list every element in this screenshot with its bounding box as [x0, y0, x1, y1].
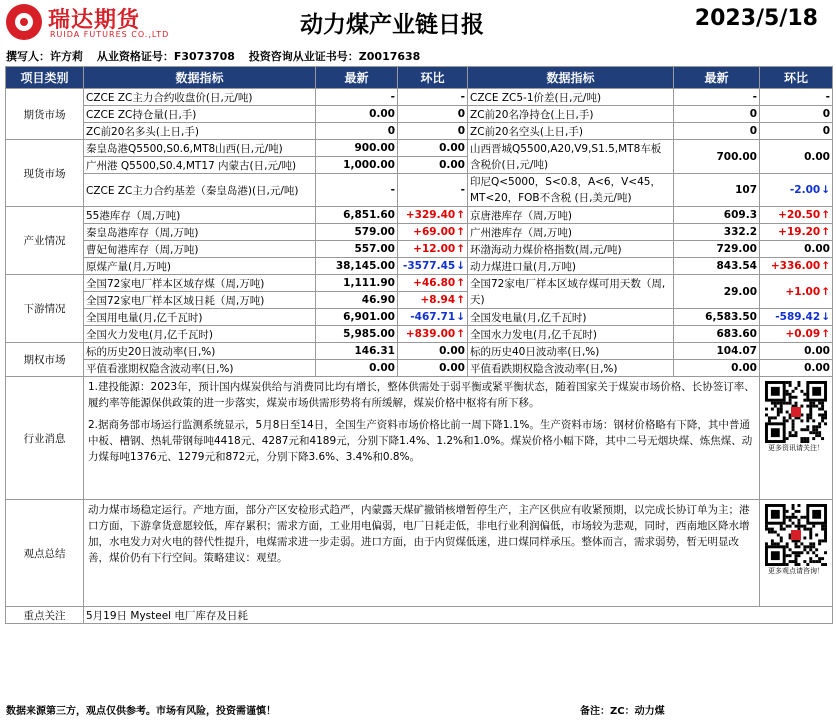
author-line [6, 48, 430, 64]
change-value-cell: +0.09↑ [760, 326, 833, 343]
indicator-cell: ZC前20名空头(上日,手) [468, 123, 674, 140]
qr-caption: 更多资讯请关注！ [768, 444, 824, 452]
latest-value-cell: 1,111.90 [316, 275, 398, 292]
change-value-cell: +839.00↑ [398, 326, 468, 343]
latest-value-cell: 557.00 [316, 241, 398, 258]
latest-value-cell: 579.00 [316, 224, 398, 241]
up-arrow-icon: ↑ [456, 294, 465, 306]
latest-value-cell: 729.00 [674, 241, 760, 258]
report-title: 动力煤产业链日报 [300, 12, 484, 38]
latest-value-cell: 1,000.00 [316, 157, 398, 174]
indicator-cell: 广州港 Q5500,S0.4,MT17 内蒙古(日,元/吨) [84, 157, 316, 174]
indicator-cell: 全国火力发电(月,亿千瓦时) [84, 326, 316, 343]
indicator-cell: CZCE ZC主力合约基差（秦皇岛港)(日,元/吨) [84, 174, 316, 207]
category-cell: 现货市场 [6, 140, 84, 207]
col-indicator-right: 数据指标 [468, 67, 674, 89]
table-row [6, 123, 833, 140]
change-value-cell: 0.00 [760, 343, 833, 360]
change-value-cell: 0.00 [398, 360, 468, 377]
change-value-cell: 0 [760, 123, 833, 140]
indicator-cell: 标的历史40日波动率(日,%) [468, 343, 674, 360]
latest-value-cell: 900.00 [316, 140, 398, 157]
latest-value-cell: 104.07 [674, 343, 760, 360]
latest-value-cell: 107 [674, 174, 760, 207]
indicator-cell: 全国用电量(月,亿千瓦时) [84, 309, 316, 326]
up-arrow-icon: ↑ [821, 285, 830, 298]
latest-value-cell: 5,985.00 [316, 326, 398, 343]
indicator-cell: 全国72家电厂样本区域日耗（周,万吨) [84, 292, 316, 309]
latest-value-cell: 332.2 [674, 224, 760, 241]
latest-value-cell: 700.00 [674, 140, 760, 174]
latest-value-cell: 0 [674, 123, 760, 140]
news-paragraph: 2.据商务部市场运行监测系统显示，5月8日至14日，全国生产资料市场价格比前一周下降1.1%。生产资料市场：钢材价格略有下降，其中普通中板、槽钢、热轧带钢每吨4418元、4287元和4189元，分别下降1.4%、1.2%和1.0%。煤炭价格小幅下降，其中二号无烟块煤、炼焦煤、动力煤每吨1376元、1279元和872元，分别下降3.6%、3.4%和0.8%。 [88, 419, 753, 463]
table-row [6, 241, 833, 258]
indicator-cell: 平值看涨期权隐含波动率(日,%) [84, 360, 316, 377]
indicator-cell: 京唐港库存（周,万吨) [468, 207, 674, 224]
focus-text: 5月19日 Mysteel 电厂库存及日耗 [84, 607, 833, 624]
table-row [6, 140, 833, 157]
down-arrow-icon: ↓ [456, 260, 465, 272]
change-value-cell: 0.00 [760, 140, 833, 174]
category-cell: 行业消息 [6, 377, 84, 500]
latest-value-cell: 843.54 [674, 258, 760, 275]
view-row [6, 500, 833, 607]
company-logo [6, 3, 226, 41]
table-row [6, 207, 833, 224]
qr-code-icon [762, 381, 830, 443]
indicator-cell: ZC前20名多头(上日,手) [84, 123, 316, 140]
focus-row [6, 607, 833, 624]
latest-value-cell: 29.00 [674, 275, 760, 309]
up-arrow-icon: ↑ [456, 226, 465, 238]
indicator-cell: 平值看跌期权隐含波动率(日,%) [468, 360, 674, 377]
indicator-cell: CZCE ZC主力合约收盘价(日,元/吨) [84, 89, 316, 106]
latest-value-cell: 0.00 [316, 360, 398, 377]
table-row [6, 258, 833, 275]
change-value-cell: +46.80↑ [398, 275, 468, 292]
indicator-cell: 秦皇岛港库存（周,万吨) [84, 224, 316, 241]
latest-value-cell: 609.3 [674, 207, 760, 224]
change-value-cell: +336.00↑ [760, 258, 833, 275]
indicator-cell: 环渤海动力煤价格指数(周,元/吨) [468, 241, 674, 258]
change-value-cell: +8.94↑ [398, 292, 468, 309]
latest-value-cell: 46.90 [316, 292, 398, 309]
category-cell: 下游情况 [6, 275, 84, 343]
logo-text: 瑞达期货 [48, 8, 141, 33]
author-consult-license: 投资咨询从业证书号：Z0017638 [248, 50, 421, 63]
indicator-cell: 全国72家电厂样本区域存煤可用天数（周,天) [468, 275, 674, 309]
table-row [6, 106, 833, 123]
indicator-cell: 广州港库存（周,万吨) [468, 224, 674, 241]
change-value-cell: 0.00 [398, 157, 468, 174]
category-cell: 期权市场 [6, 343, 84, 377]
indicator-cell: 标的历史20日波动率(日,%) [84, 343, 316, 360]
col-latest-left: 最新 [316, 67, 398, 89]
latest-value-cell: 146.31 [316, 343, 398, 360]
change-value-cell: +20.50↑ [760, 207, 833, 224]
data-table [5, 66, 833, 624]
news-paragraph: 1.建投能源：2023年，预计国内煤炭供给与消费同比均有增长，整体供需处于弱平衡或紧平衡状态，随着国家关于煤炭市场价格、长协签订率、履约率等能源保供政策的进一步落实，煤炭市场供需形势将有所缓解，煤炭价格中枢将有所下移。 [88, 381, 755, 409]
footer-note: 备注：ZC：动力煤 [580, 706, 665, 717]
latest-value-cell: - [316, 174, 398, 207]
change-value-cell: +12.00↑ [398, 241, 468, 258]
category-cell: 重点关注 [6, 607, 84, 624]
change-value-cell: 0 [398, 123, 468, 140]
change-value-cell: 0.00 [398, 140, 468, 157]
logo-mark-icon [6, 4, 42, 40]
qr-caption: 更多观点请咨询！ [768, 567, 824, 575]
logo-english-text: RUIDA FUTURES CO.,LTD [50, 30, 170, 39]
latest-value-cell: 6,851.60 [316, 207, 398, 224]
indicator-cell: 山西晋城Q5500,A20,V9,S1.5,MT8车板含税价(日,元/吨) [468, 140, 674, 174]
indicator-cell: ZC前20名净持仓(上日,手) [468, 106, 674, 123]
up-arrow-icon: ↑ [456, 243, 465, 255]
indicator-cell: 曹妃甸港库存（周,万吨) [84, 241, 316, 258]
indicator-cell: 55港库存（周,万吨) [84, 207, 316, 224]
change-value-cell: +1.00↑ [760, 275, 833, 309]
down-arrow-icon: ↓ [821, 184, 830, 196]
footer-disclaimer: 数据来源第三方，观点仅供参考。市场有风险，投资需谨慎！ [6, 706, 276, 717]
up-arrow-icon: ↑ [821, 260, 830, 272]
change-value-cell: - [398, 89, 468, 106]
table-row [6, 309, 833, 326]
col-category: 项目类别 [6, 67, 84, 89]
up-arrow-icon: ↑ [456, 277, 465, 289]
latest-value-cell: - [316, 89, 398, 106]
change-value-cell: 0.00 [398, 343, 468, 360]
change-value-cell: - [398, 174, 468, 207]
table-row [6, 275, 833, 292]
change-value-cell: 0.00 [760, 360, 833, 377]
table-row [6, 174, 833, 207]
qr-code-icon [762, 504, 830, 566]
qr-cell [760, 377, 833, 500]
category-cell: 观点总结 [6, 500, 84, 607]
qr-cell [760, 500, 833, 607]
change-value-cell: +69.00↑ [398, 224, 468, 241]
change-value-cell: +329.40↑ [398, 207, 468, 224]
indicator-cell: CZCE ZC持仓量(日,手) [84, 106, 316, 123]
latest-value-cell: 6,583.50 [674, 309, 760, 326]
indicator-cell: 全国水力发电(月,亿千瓦时) [468, 326, 674, 343]
indicator-cell: 印尼Q<5000，S<0.8，A<6，V<45，MT<20，FOB不含税 (日,美元/吨) [468, 174, 674, 207]
change-value-cell: -3577.45↓ [398, 258, 468, 275]
down-arrow-icon: ↓ [821, 311, 830, 323]
change-value-cell: +19.20↑ [760, 224, 833, 241]
change-value-cell: 0 [760, 106, 833, 123]
change-value-cell: -2.00↓ [760, 174, 833, 207]
latest-value-cell: 38,145.00 [316, 258, 398, 275]
author-name: 撰写人：许方莉 [6, 50, 83, 63]
latest-value-cell: 0.00 [316, 106, 398, 123]
category-cell: 产业情况 [6, 207, 84, 275]
col-change-left: 环比 [398, 67, 468, 89]
indicator-cell: 原煤产量(月,万吨) [84, 258, 316, 275]
table-row [6, 360, 833, 377]
change-value-cell: 0 [398, 106, 468, 123]
change-value-cell: -467.71↓ [398, 309, 468, 326]
col-indicator-left: 数据指标 [84, 67, 316, 89]
table-row [6, 89, 833, 106]
indicator-cell: CZCE ZC5-1价差(日,元/吨) [468, 89, 674, 106]
col-change-right: 环比 [760, 67, 833, 89]
indicator-cell: 全国72家电厂样本区域存煤（周,万吨) [84, 275, 316, 292]
down-arrow-icon: ↓ [456, 311, 465, 323]
change-value-cell: - [760, 89, 833, 106]
view-summary-text: 动力煤市场稳定运行。产地方面，部分产区安检形式趋严，内蒙露天煤矿撤销核增暂停生产，主产区供应有收紧预期，以完成长协订单为主；港口方面，下游拿货意愿较低，库存累积；需求方面，工业用电偏弱，电厂日耗走低，非电行业利润偏低，市场较为悲观，同时，西南地区降水增加，水电发力对火电的替代性提升，电煤需求进一步走弱。进口方面，由于内贸煤低迷，进口煤同样承压。整体而言，需求弱势，暂无明显改善，煤价仍有下行空间。策略建议：观望。 [84, 500, 760, 607]
up-arrow-icon: ↑ [821, 209, 830, 221]
up-arrow-icon: ↑ [456, 209, 465, 221]
up-arrow-icon: ↑ [821, 328, 830, 340]
col-latest-right: 最新 [674, 67, 760, 89]
author-license: 从业资格证号：F3073708 [96, 50, 235, 63]
up-arrow-icon: ↑ [821, 226, 830, 238]
table-row [6, 343, 833, 360]
news-row [6, 377, 833, 500]
latest-value-cell: 6,901.00 [316, 309, 398, 326]
indicator-cell: 秦皇岛港Q5500,S0.6,MT8山西(日,元/吨) [84, 140, 316, 157]
change-value-cell: -589.42↓ [760, 309, 833, 326]
table-row [6, 326, 833, 343]
report-header [0, 0, 836, 44]
report-date: 2023/5/18 [694, 6, 818, 31]
table-header-row [6, 67, 833, 89]
table-row [6, 224, 833, 241]
latest-value-cell: - [674, 89, 760, 106]
indicator-cell: 全国发电量(月,亿千瓦时) [468, 309, 674, 326]
change-value-cell: 0.00 [760, 241, 833, 258]
latest-value-cell: 0 [316, 123, 398, 140]
latest-value-cell: 0 [674, 106, 760, 123]
indicator-cell: 动力煤进口量(月,万吨) [468, 258, 674, 275]
industry-news-text [84, 377, 760, 500]
latest-value-cell: 0.00 [674, 360, 760, 377]
latest-value-cell: 683.60 [674, 326, 760, 343]
category-cell: 期货市场 [6, 89, 84, 140]
up-arrow-icon: ↑ [456, 328, 465, 340]
